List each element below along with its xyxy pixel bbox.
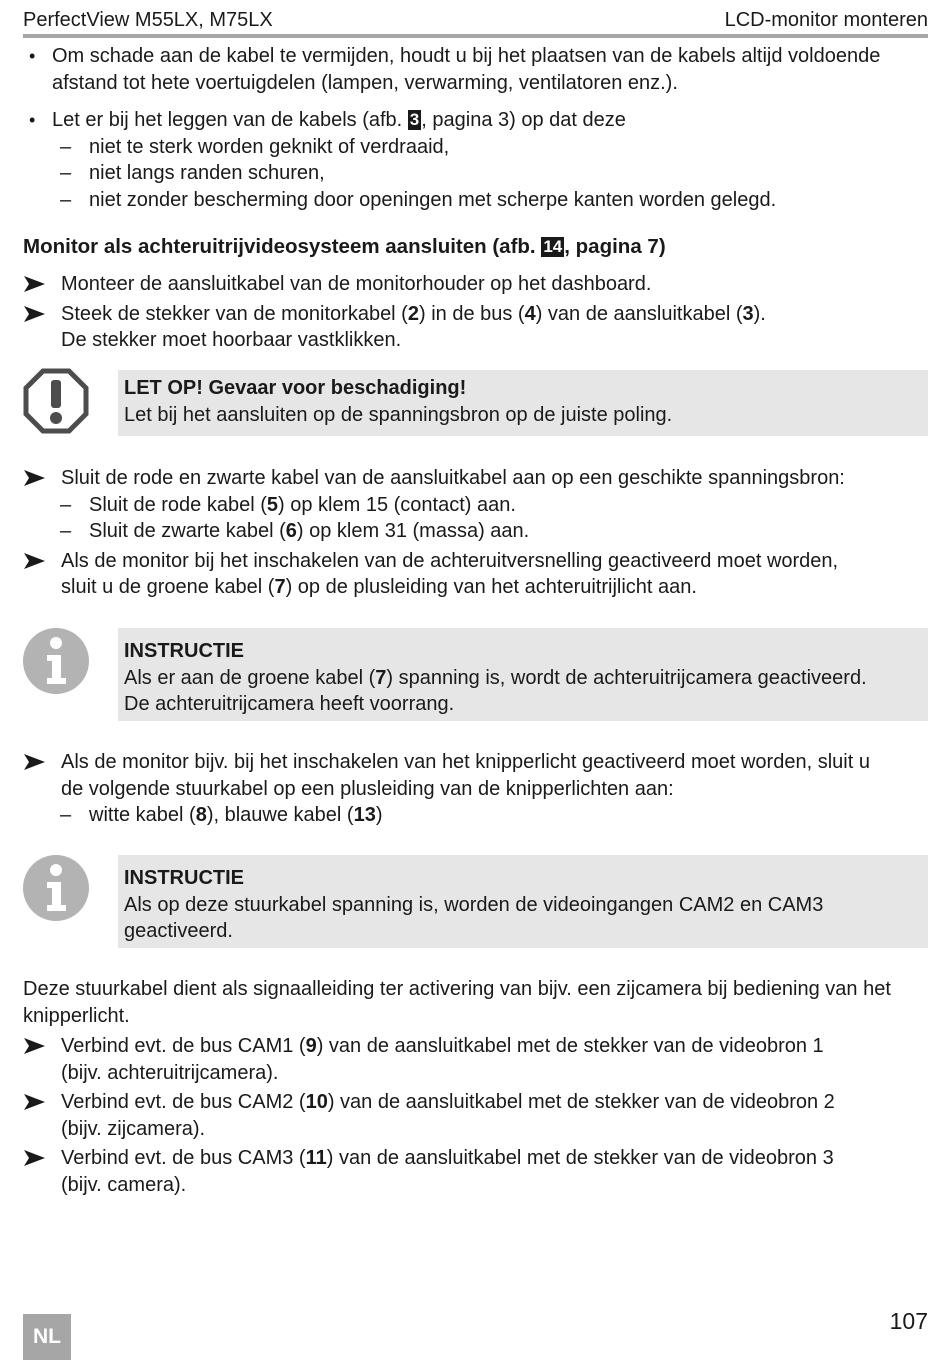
warning-box (118, 370, 928, 436)
step-item: Als de monitor bijv. bij het inschakelen van het knipperlicht geactiveerd moet worden, sluit u (23, 749, 928, 776)
dash-item: – Sluit de zwarte kabel (6) op klem 31 (massa) aan. (60, 520, 530, 542)
dash-item: – Sluit de rode kabel (5) op klem 15 (contact) aan. (60, 493, 516, 516)
step-item: Verbind evt. de bus CAM1 (9) van de aansluitkabel met de stekker van de videobron 1 (23, 1033, 928, 1060)
instruction-box: INSTRUCTIE Als er aan de groene kabel (7) spanning is, wordt de achteruitrijcamera geactiveerd. De achteruitrijcamera heeft voorrang. (118, 628, 928, 721)
warning-exclamation-icon (23, 368, 89, 434)
steps-power: Sluit de rode en zwarte kabel van de aansluitkabel aan op een geschikte spanningsbron: – Sluit de rode kabel (5) op klem 15 (contact) aan. – Sluit de zwarte kabel (6) op klem 31 (massa) aan. Als de monitor bij het inschakelen van de achteruitversnelling geactiveerd moet worden, sluit u de groene kabel (7) op de plusleiding van het achteruitrijlicht aan. (23, 465, 928, 601)
step-item: Als de monitor bij het inschakelen van de achteruitversnelling geactiveerd moet worden, (23, 548, 928, 575)
bullet-item: • Let er bij het leggen van de kabels (afb. 3 , pagina 3) op dat deze (23, 107, 928, 134)
cable-bullets: • Om schade aan de kabel te vermijden, houdt u bij het plaatsen van de kabels altijd voldoende afstand tot hete voertuigdelen (lampen, verwarming, ventilatoren enz.). (23, 43, 928, 96)
arrow-bullet-icon (23, 1145, 47, 1171)
step-item: Verbind evt. de bus CAM2 (10) van de aansluitkabel met de stekker van de videobron 2 (23, 1089, 928, 1116)
bullet-item: • Om schade aan de kabel te vermijden, houdt u bij het plaatsen van de kabels altijd voldoende (23, 43, 928, 70)
bullet-dot-icon: • (29, 46, 36, 66)
dash-item: – niet te sterk worden geknikt of verdraaid, (60, 135, 450, 158)
info-icon (23, 628, 89, 694)
dash-item: – witte kabel (8), blauwe kabel (13) (60, 804, 383, 826)
arrow-bullet-icon (23, 301, 47, 327)
dash-item: – niet zonder bescherming door openingen met scherpe kanten worden gelegd. (60, 188, 777, 211)
instruction-box: INSTRUCTIE Als op deze stuurkabel spanning is, worden de videoingangen CAM2 en CAM3 geactiveerd. (118, 855, 928, 948)
cable-bullets-2 (23, 107, 928, 213)
warning-title: LET OP! Gevaar voor beschadiging! (124, 377, 467, 399)
page-number: 107 (889, 1308, 928, 1334)
step-item: Steek de stekker van de monitorkabel (2) in de bus (4) van de aansluitkabel (3). (23, 301, 928, 328)
header-product: PerfectView M55LX, M75LX (23, 9, 273, 31)
section-heading: Monitor als achteruitrijvideosysteem aansluiten (afb. 14, pagina 7) (23, 235, 666, 258)
step-item: Monteer de aansluitkabel van de monitorhouder op het dashboard. (23, 271, 928, 298)
instruction-title: INSTRUCTIE (124, 867, 244, 889)
arrow-bullet-icon (23, 749, 47, 775)
header-section: LCD-monitor monteren (724, 9, 928, 31)
page-header (23, 6, 928, 38)
arrow-bullet-icon (23, 465, 47, 491)
figure-ref-badge: 3 (409, 110, 420, 129)
warning-text: Let bij het aansluiten op de spanningsbron op de juiste poling. (124, 403, 673, 426)
steps-blinker: Als de monitor bijv. bij het inschakelen van het knipperlicht geactiveerd moet worden, sluit u de volgende stuurkabel op een plusleiding van de knipperlichten aan: – witte kabel (8), blauwe kabel (13) (23, 749, 928, 829)
info-paragraph: Deze stuurkabel dient als signaalleiding ter activering van bijv. een zijcamera bij bediening van het knipperlicht. (23, 978, 891, 1027)
instruction-title: INSTRUCTIE (124, 640, 244, 662)
arrow-bullet-icon (23, 1033, 47, 1059)
step-item: Sluit de rode en zwarte kabel van de aansluitkabel aan op een geschikte spanningsbron: (23, 465, 928, 492)
steps-cameras: Verbind evt. de bus CAM1 (9) van de aansluitkabel met de stekker van de videobron 1 (bijv. achteruitrijcamera). Verbind evt. de bus CAM2 (10) van de aansluitkabel met de stekker van de videobron 2 (bijv. zijcamera). Verbind evt. de bus CAM3 (11) van de aansluitkabel met de stekker van de videobron 3 (bijv. camera). (23, 1033, 928, 1198)
language-badge: NL (23, 1314, 71, 1360)
arrow-bullet-icon (23, 271, 47, 297)
bullet-dot-icon: • (29, 110, 36, 130)
step-item: Verbind evt. de bus CAM3 (11) van de aansluitkabel met de stekker van de videobron 3 (23, 1145, 928, 1172)
dash-item: – niet langs randen schuren, (60, 162, 325, 184)
steps-connect: Monteer de aansluitkabel van de monitorhouder op het dashboard. Steek de stekker van de monitorkabel (2) in de bus (4) van de aansluitkabel (3). De stekker moet hoorbaar vastklikken. (23, 271, 928, 354)
arrow-bullet-icon (23, 548, 47, 574)
info-icon (23, 855, 89, 921)
figure-ref-badge: 14 (543, 237, 563, 256)
arrow-bullet-icon (23, 1089, 47, 1115)
